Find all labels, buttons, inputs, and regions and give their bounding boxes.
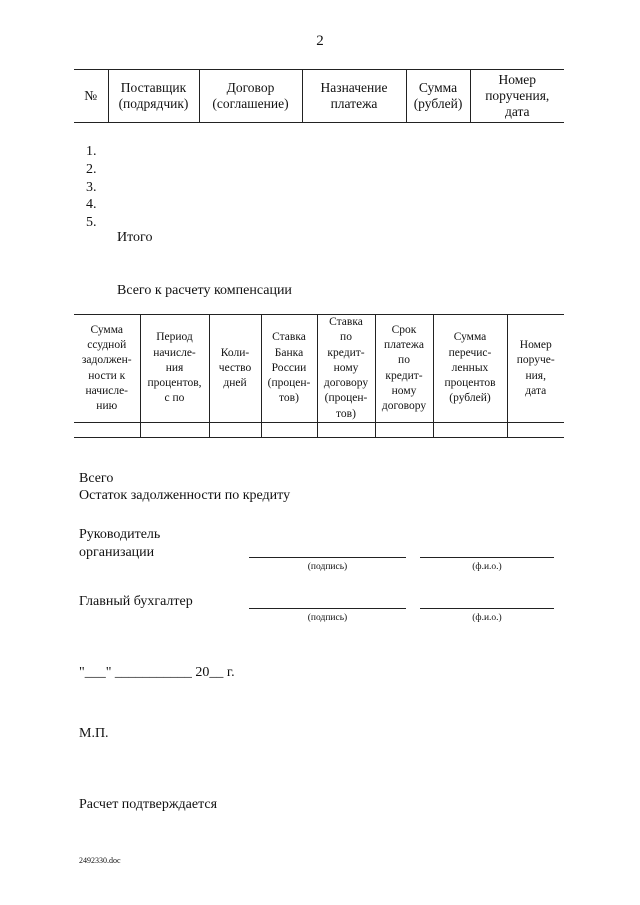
head-name-caption: (ф.и.о.): [472, 562, 502, 572]
interest-empty-cell: [209, 423, 261, 438]
interest-col-header-1: Период начисле- ния процентов, с по: [140, 315, 209, 423]
interest-table: [74, 314, 564, 438]
list-item: 4.: [86, 197, 97, 213]
payments-col-header-3: Назначение платежа: [302, 70, 406, 123]
interest-table-header-row: [74, 315, 564, 423]
list-item: 5.: [86, 215, 97, 231]
interest-col-header-3: Ставка Банка России (процен- тов): [261, 315, 317, 423]
interest-col-header-5: Срок платежа по кредит- ному договору: [375, 315, 433, 423]
interest-empty-cell: [140, 423, 209, 438]
itogo-label: Итого: [117, 230, 153, 245]
footer-filename: 2492330.doc: [79, 856, 121, 865]
vsego-label: Всего: [79, 471, 114, 486]
list-item: 3.: [86, 179, 97, 195]
payments-col-header-0: №: [84, 88, 98, 103]
stamp-place-label: М.П.: [79, 726, 109, 741]
list-item: 2.: [86, 161, 97, 177]
total-for-compensation-label: Всего к расчету компенсации: [117, 283, 292, 298]
chief-accountant-label: Главный бухгалтер: [79, 594, 193, 609]
interest-col-header-0: Сумма ссудной задолжен- ности к начисле- нию: [74, 315, 140, 423]
payments-table-header-row: [74, 70, 564, 123]
payments-col-header-5: Номер поручения, дата: [470, 70, 564, 123]
interest-empty-cell: [261, 423, 317, 438]
accountant-signature-caption: (подпись): [307, 613, 348, 623]
list-item: 1.: [86, 144, 97, 159]
head-signature-caption: (подпись): [307, 562, 348, 572]
payments-col-header-4: Сумма (рублей): [406, 70, 470, 123]
accountant-name-caption: (ф.и.о.): [472, 613, 502, 623]
interest-empty-cell: [74, 423, 140, 438]
interest-col-header-7: Номер поруче- ния, дата: [507, 315, 564, 423]
calculation-confirmed-label: Расчет подтверждается: [79, 797, 218, 812]
head-signature-line: [249, 557, 406, 558]
numbered-list: [86, 143, 97, 232]
accountant-name-line: [420, 608, 554, 609]
interest-table-empty-row: [74, 423, 564, 438]
payments-col-header-1: Поставщик (подрядчик): [108, 70, 199, 123]
payments-col-header-2: Договор (соглашение): [199, 70, 302, 123]
interest-col-header-6: Сумма перечис- ленных процентов (рублей): [433, 315, 507, 423]
head-name-line: [420, 557, 554, 558]
interest-col-header-4: Ставка по кредит- ному договору (процен- тов): [317, 315, 375, 423]
interest-col-header-2: Коли- чество дней: [209, 315, 261, 423]
debt-balance-label: Остаток задолженности по кредиту: [79, 488, 291, 503]
head-of-organization-label: Руководитель организации: [79, 527, 161, 560]
interest-empty-cell: [507, 423, 564, 438]
interest-empty-cell: [375, 423, 433, 438]
date-line: "___" ___________ 20__ г.: [79, 665, 235, 680]
interest-empty-cell: [433, 423, 507, 438]
page-number: 2: [316, 33, 324, 49]
payments-table: [74, 69, 564, 123]
accountant-signature-line: [249, 608, 406, 609]
interest-empty-cell: [317, 423, 375, 438]
